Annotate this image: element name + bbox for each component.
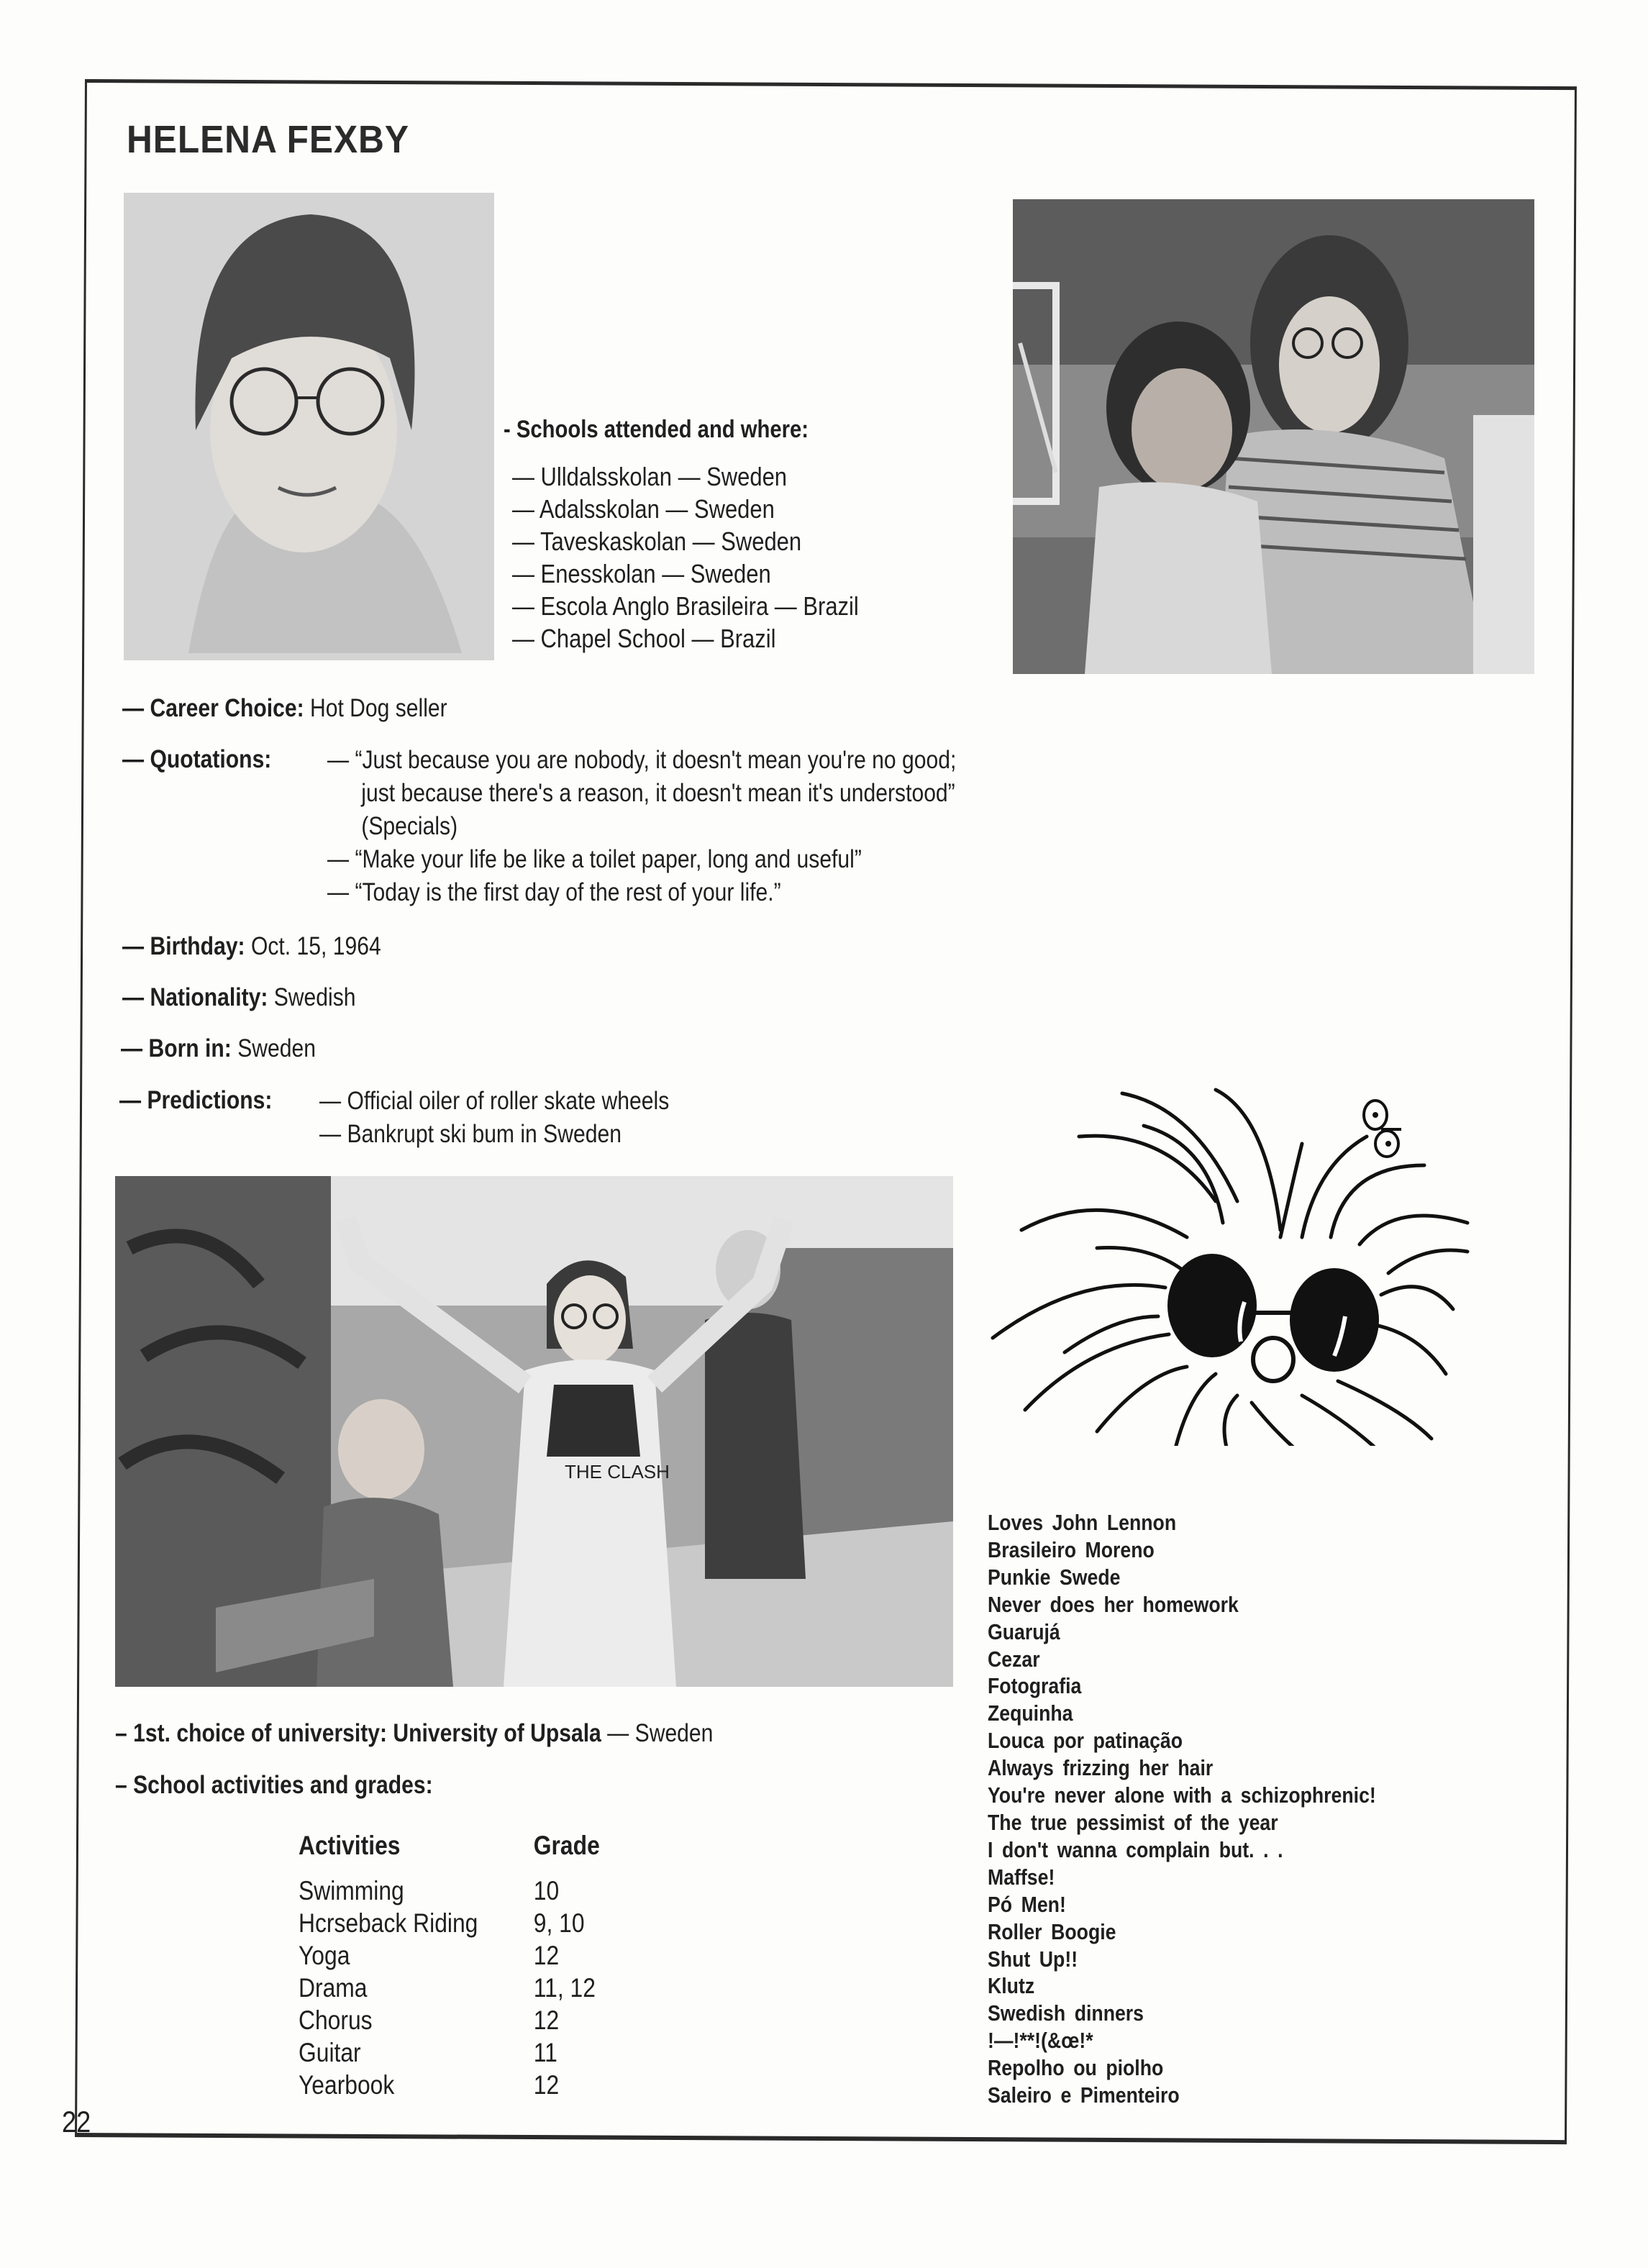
school-item: — Escola Anglo Brasileira — Brazil [512, 591, 859, 621]
activity-name: Yearbook [299, 2070, 395, 2100]
activity-grade: 12 [533, 2005, 560, 2035]
school-item: — Chapel School — Brazil [512, 624, 776, 653]
predictions-label: — Predictions: [119, 1086, 273, 1114]
table-row [299, 1972, 600, 2004]
quote-line: — “Today is the first day of the rest of your life.” [327, 878, 781, 906]
butterfly-icon [1364, 1101, 1401, 1157]
trivia-item: Always frizzing her hair [988, 1755, 1214, 1781]
friends-photo [1013, 199, 1534, 674]
trivia-item: Fotografia [988, 1673, 1082, 1699]
quote-line: — “Just because you are nobody, it doesn't mean you're no good; [327, 746, 957, 774]
birthday-value: Oct. 15, 1964 [250, 932, 381, 960]
trivia-item: Pó Men! [988, 1891, 1066, 1917]
activities-table [299, 1824, 649, 2101]
trivia-item: Cezar [988, 1646, 1040, 1672]
trivia-item: Swedish dinners [988, 2000, 1144, 2026]
activity-grade: 11, 12 [533, 1973, 596, 2003]
nationality-field: — Nationality: Swedish [122, 983, 356, 1011]
portrait-photo [124, 193, 494, 660]
trivia-item: Brasileiro Moreno [988, 1536, 1155, 1562]
school-item: — Ulldalsskolan — Sweden [512, 462, 788, 491]
school-item: — Adalsskolan — Sweden [512, 494, 775, 524]
quote-line: — “Make your life be like a toilet paper, long and useful” [327, 845, 862, 873]
table-header [299, 1824, 600, 1875]
activity-grade: 10 [533, 1876, 560, 1905]
trivia-item: Klutz [988, 1973, 1035, 1999]
trivia-item: Loves John Lennon [988, 1510, 1177, 1535]
trivia-item: Louca por patinação [988, 1728, 1183, 1754]
table-row [299, 2036, 600, 2069]
cartoon-drawing [978, 1057, 1475, 1446]
trivia-item: Punkie Swede [988, 1564, 1121, 1590]
activity-name: Yoga [299, 1941, 350, 1970]
trivia-item: Shut Up!! [988, 1946, 1078, 1972]
trivia-item: Never does her homework [988, 1591, 1239, 1617]
activity-name: Drama [299, 1973, 368, 2003]
school-item: — Enesskolan — Sweden [512, 559, 771, 588]
trivia-item: !—!**!(&œ!* [988, 2028, 1093, 2054]
column-header-grade: Grade [533, 1831, 600, 1860]
prediction-item: — Bankrupt ski bum in Sweden [319, 1120, 622, 1148]
activity-name: Chorus [299, 2005, 373, 2035]
career-label: — Career Choice: [122, 694, 304, 722]
born-in-field: — Born in: Sweden [121, 1034, 316, 1062]
activity-name: Hcrseback Riding [299, 1908, 478, 1938]
activity-grade: 12 [533, 2070, 560, 2100]
career-field [122, 694, 447, 723]
group-photo [115, 1176, 953, 1687]
table-row [299, 1907, 600, 1939]
activity-grade: 12 [533, 1941, 560, 1970]
activity-name: Swimming [299, 1876, 404, 1905]
table-row [299, 2004, 600, 2036]
activity-grade: 11 [533, 2038, 557, 2067]
quote-line: just because there's a reason, it doesn't mean it's understood” [361, 779, 955, 807]
trivia-item: The true pessimist of the year [988, 1809, 1278, 1835]
university-label: – 1st. choice of university: University of Upsala [115, 1719, 601, 1747]
page-title: HELENA FEXBY [127, 118, 409, 161]
table-row [299, 1939, 600, 1972]
trivia-item: You're never alone with a schizophrenic! [988, 1782, 1376, 1808]
school-item: — Taveskaskolan — Sweden [512, 527, 802, 556]
prediction-item: — Official oiler of roller skate wheels [319, 1087, 670, 1115]
table-row [299, 2069, 600, 2101]
activity-grade: 9, 10 [533, 1908, 585, 1938]
trivia-item: Zequinha [988, 1700, 1073, 1726]
quotations-label: — Quotations: [122, 745, 272, 773]
predictions-list [319, 1085, 726, 1151]
born-in-value: Sweden [237, 1034, 316, 1062]
trivia-item: Roller Boogie [988, 1918, 1116, 1944]
quotations-list [327, 744, 1059, 909]
trivia-item: I don't wanna complain but. . . [988, 1836, 1283, 1862]
trivia-item: Maffse! [988, 1864, 1055, 1890]
university-field [115, 1719, 713, 1748]
nationality-value: Swedish [273, 983, 356, 1011]
schools-heading: - Schools attended and where: [504, 416, 809, 443]
career-value: Hot Dog seller [309, 694, 447, 722]
table-row [299, 1875, 600, 1907]
schools-list [512, 460, 915, 655]
activity-name: Guitar [299, 2038, 361, 2067]
university-country: — Sweden [607, 1719, 714, 1747]
trivia-list [988, 1509, 1376, 2109]
quote-line: (Specials) [361, 812, 458, 840]
trivia-item: Saleiro e Pimenteiro [988, 2082, 1180, 2108]
trivia-item: Guarujá [988, 1618, 1060, 1644]
trivia-item: Repolho ou piolho [988, 2055, 1164, 2081]
column-header-activities: Activities [299, 1831, 401, 1860]
activities-heading: – School activities and grades: [115, 1771, 433, 1799]
page-number: 22 [62, 2105, 91, 2139]
birthday-field: — Birthday: Oct. 15, 1964 [122, 932, 381, 960]
shirt-text: THE CLASH [565, 1461, 670, 1483]
